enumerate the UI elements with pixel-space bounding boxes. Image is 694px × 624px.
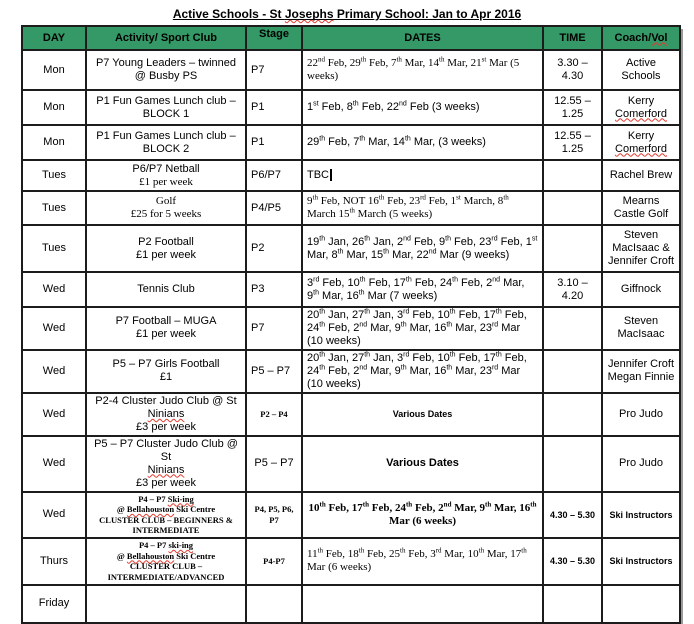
day-cell: Wed: [22, 307, 86, 350]
dates-cell: Various Dates: [302, 436, 543, 492]
activity-line: P5 – P7 Girls Football: [112, 358, 220, 371]
time-cell: [543, 393, 602, 436]
stage-cell: P5 – P7: [246, 436, 302, 492]
time-cell: [543, 225, 602, 272]
coach-name: Kerry: [627, 129, 655, 142]
time-cell: 4.30 – 5.30: [543, 492, 602, 539]
stage-cell: P4, P5, P6, P7: [246, 492, 302, 539]
activity-spellcheck-word: Ninians: [147, 463, 185, 476]
activity-cell: [86, 350, 246, 393]
coach-cell: [602, 350, 680, 393]
header-coach-text: Coach/: [614, 31, 652, 44]
activity-fee: £1 per week: [136, 328, 196, 341]
activity-fee: £3 per week: [136, 476, 196, 489]
table-row: [22, 585, 680, 623]
table-row: [22, 191, 680, 225]
activity-cell: [86, 436, 246, 492]
coach-cell: [602, 585, 680, 623]
stage-cell: P2 – P4: [246, 393, 302, 436]
activity-cell: [86, 492, 246, 539]
day-cell: Friday: [22, 585, 86, 623]
activity-fee: £1 per week: [139, 175, 193, 188]
coach-cell: Steven MacIsaac: [602, 307, 680, 350]
dates-cell: 10th Feb, 17th Feb, 24th Feb, 2nd Mar, 9th Mar, 16th Mar (6 weeks): [302, 492, 543, 539]
activity-line: P5 – P7 Cluster Judo Club @ St: [94, 437, 238, 463]
activity-line: CLUSTER CLUB –: [129, 561, 203, 572]
coach-cell: Pro Judo: [602, 393, 680, 436]
table-row: [22, 350, 680, 393]
activity-cell: [86, 225, 246, 272]
dates-cell: 19th Jan, 26th Jan, 2nd Feb, 9th Feb, 23rd Feb, 1st Mar, 8th Mar, 15th Mar, 22nd Mar (9 weeks): [302, 225, 543, 272]
time-cell: 3.30 – 4.30: [543, 50, 602, 90]
header-day: DAY: [22, 26, 86, 50]
stage-cell: P7: [246, 307, 302, 350]
stage-cell: P1: [246, 90, 302, 125]
stage-cell: P2: [246, 225, 302, 272]
activity-cell: [86, 307, 246, 350]
table-row: [22, 393, 680, 436]
activity-cell: P7 Young Leaders – twinned @ Busby PS: [86, 50, 246, 90]
title-text: Active Schools - St: [172, 7, 285, 21]
time-cell: 12.55 – 1.25: [543, 90, 602, 125]
activity-fee: £1: [159, 371, 173, 384]
table-row: [22, 160, 680, 191]
document-page: [0, 7, 694, 624]
table-row: [22, 538, 680, 585]
activity-cell: [86, 585, 246, 623]
stage-cell: P5 – P7: [246, 350, 302, 393]
time-cell: [543, 160, 602, 191]
activity-line: P2 Football: [138, 235, 194, 248]
activity-line: Ski Centre: [174, 504, 216, 515]
title-spellcheck-word: Josephs: [284, 7, 334, 21]
activity-spellcheck-word: Bellahouston: [126, 550, 175, 561]
page-title: [0, 7, 694, 21]
header-time: TIME: [543, 26, 602, 50]
header-coach-vol: [602, 26, 680, 50]
table-row: [22, 307, 680, 350]
activity-line: P2-4 Cluster Judo Club @ St: [95, 394, 237, 407]
time-cell: [543, 191, 602, 225]
time-cell: [543, 585, 602, 623]
activity-line: Golf: [155, 195, 177, 208]
coach-cell: Steven MacIsaac & Jennifer Croft: [602, 225, 680, 272]
dates-cell: 3rd Feb, 10th Feb, 17th Feb, 24th Feb, 2nd Mar, 9th Mar, 16th Mar (7 weeks): [302, 272, 543, 307]
stage-cell: P4/P5: [246, 191, 302, 225]
day-cell: Wed: [22, 272, 86, 307]
activity-line: @: [116, 504, 127, 515]
header-activity: Activity/ Sport Club: [86, 26, 246, 50]
dates-cell: 20th Jan, 27th Jan, 3rd Feb, 10th Feb, 17th Feb, 24th Feb, 2nd Mar, 9th Mar, 16th Mar, 23rd Mar (10 weeks): [302, 307, 543, 350]
header-dates: DATES: [302, 26, 543, 50]
dates-cell: 22nd Feb, 29th Feb, 7th Mar, 14th Mar, 21st Mar (5 weeks): [302, 50, 543, 90]
dates-cell: 11th Feb, 18th Feb, 25th Feb, 3rd Mar, 10th Mar, 17th Mar (6 weeks): [302, 538, 543, 585]
coach-name: Jennifer Croft: [607, 358, 675, 371]
header-stage: Stage: [246, 26, 302, 50]
activity-line: P6/P7 Netball: [132, 162, 200, 175]
table-row: [22, 50, 680, 90]
header-row: [22, 26, 680, 50]
day-cell: Wed: [22, 436, 86, 492]
activity-line: @: [116, 550, 127, 561]
coach-cell: Rachel Brew: [602, 160, 680, 191]
dates-cell: [302, 585, 543, 623]
table-row: [22, 436, 680, 492]
coach-cell: Ski Instructors: [602, 492, 680, 539]
activity-fee: £1 per week: [136, 248, 196, 261]
coach-name-spellcheck: Comerford: [615, 107, 667, 120]
coach-name: Megan Finnie: [607, 371, 675, 384]
table-row: [22, 272, 680, 307]
title-text: Primary School: Jan to Apr 2016: [333, 7, 522, 21]
coach-name: Kerry: [627, 94, 655, 107]
activity-cell: P1 Fun Games Lunch club – BLOCK 1: [86, 90, 246, 125]
activity-cell: P1 Fun Games Lunch club – BLOCK 2: [86, 125, 246, 160]
activity-cell: [86, 538, 246, 585]
text-cursor: [330, 169, 332, 181]
time-cell: [543, 436, 602, 492]
day-cell: Mon: [22, 90, 86, 125]
activity-cell: [86, 393, 246, 436]
dates-cell: 29th Feb, 7th Mar, 14th Mar, (3 weeks): [302, 125, 543, 160]
activity-spellcheck-word: Bellahouston: [126, 504, 175, 515]
day-cell: Tues: [22, 225, 86, 272]
day-cell: Thurs: [22, 538, 86, 585]
table-row: [22, 225, 680, 272]
day-cell: Tues: [22, 191, 86, 225]
time-cell: [543, 307, 602, 350]
activity-cell: [86, 160, 246, 191]
stage-cell: P4-P7: [246, 538, 302, 585]
stage-cell: P3: [246, 272, 302, 307]
coach-cell: Giffnock: [602, 272, 680, 307]
activity-spellcheck-word: Ninians: [147, 407, 185, 420]
activity-line: INTERMEDIATE/ADVANCED: [107, 571, 225, 582]
day-cell: Mon: [22, 125, 86, 160]
activity-line: P4 – P7: [138, 493, 168, 504]
day-cell: Wed: [22, 393, 86, 436]
time-cell: 3.10 – 4.20: [543, 272, 602, 307]
activity-fee: £25 for 5 weeks: [130, 208, 202, 220]
time-cell: [543, 350, 602, 393]
activity-spellcheck-word: ski-ing: [168, 540, 194, 551]
header-coach-spellcheck-word: Vol: [651, 31, 668, 44]
stage-cell: [246, 585, 302, 623]
dates-cell: 20th Jan, 27th Jan, 3rd Feb, 10th Feb, 17th Feb, 24th Feb, 2nd Mar, 9th Mar, 16th Mar, 23rd Mar (10 weeks): [302, 350, 543, 393]
activity-line: CLUSTER CLUB – BEGINNERS & INTERMEDIATE: [99, 514, 233, 536]
activity-line: P7 Football – MUGA: [115, 315, 217, 328]
time-cell: 12.55 – 1.25: [543, 125, 602, 160]
table-row: [22, 90, 680, 125]
dates-cell: 9th Feb, NOT 16th Feb, 23rd Feb, 1st March, 8th March 15th March (5 weeks): [302, 191, 543, 225]
activity-fee: £3 per week: [136, 420, 196, 433]
dates-cell: Various Dates: [302, 393, 543, 436]
time-cell: 4.30 – 5.30: [543, 538, 602, 585]
stage-cell: P6/P7: [246, 160, 302, 191]
activity-spellcheck-word: Ski-ing: [167, 493, 194, 504]
coach-cell: Mearns Castle Golf: [602, 191, 680, 225]
day-cell: Tues: [22, 160, 86, 191]
activity-line: P4 – P7: [138, 540, 169, 551]
coach-cell: Pro Judo: [602, 436, 680, 492]
coach-cell: Ski Instructors: [602, 538, 680, 585]
dates-text: TBC: [307, 169, 329, 182]
stage-cell: P7: [246, 50, 302, 90]
coach-cell: [602, 90, 680, 125]
coach-cell: Active Schools: [602, 50, 680, 90]
coach-cell: [602, 125, 680, 160]
activity-cell: [86, 191, 246, 225]
table-row: [22, 492, 680, 539]
day-cell: Wed: [22, 350, 86, 393]
dates-cell-editing[interactable]: [302, 160, 543, 191]
stage-cell: P1: [246, 125, 302, 160]
table-row: [22, 125, 680, 160]
day-cell: Wed: [22, 492, 86, 539]
activity-line: Ski Centre: [174, 550, 216, 561]
dates-cell: 1st Feb, 8th Feb, 22nd Feb (3 weeks): [302, 90, 543, 125]
activity-cell: Tennis Club: [86, 272, 246, 307]
day-cell: Mon: [22, 50, 86, 90]
coach-name-spellcheck: Comerford: [615, 142, 667, 155]
activity-schedule-table: [21, 25, 681, 624]
